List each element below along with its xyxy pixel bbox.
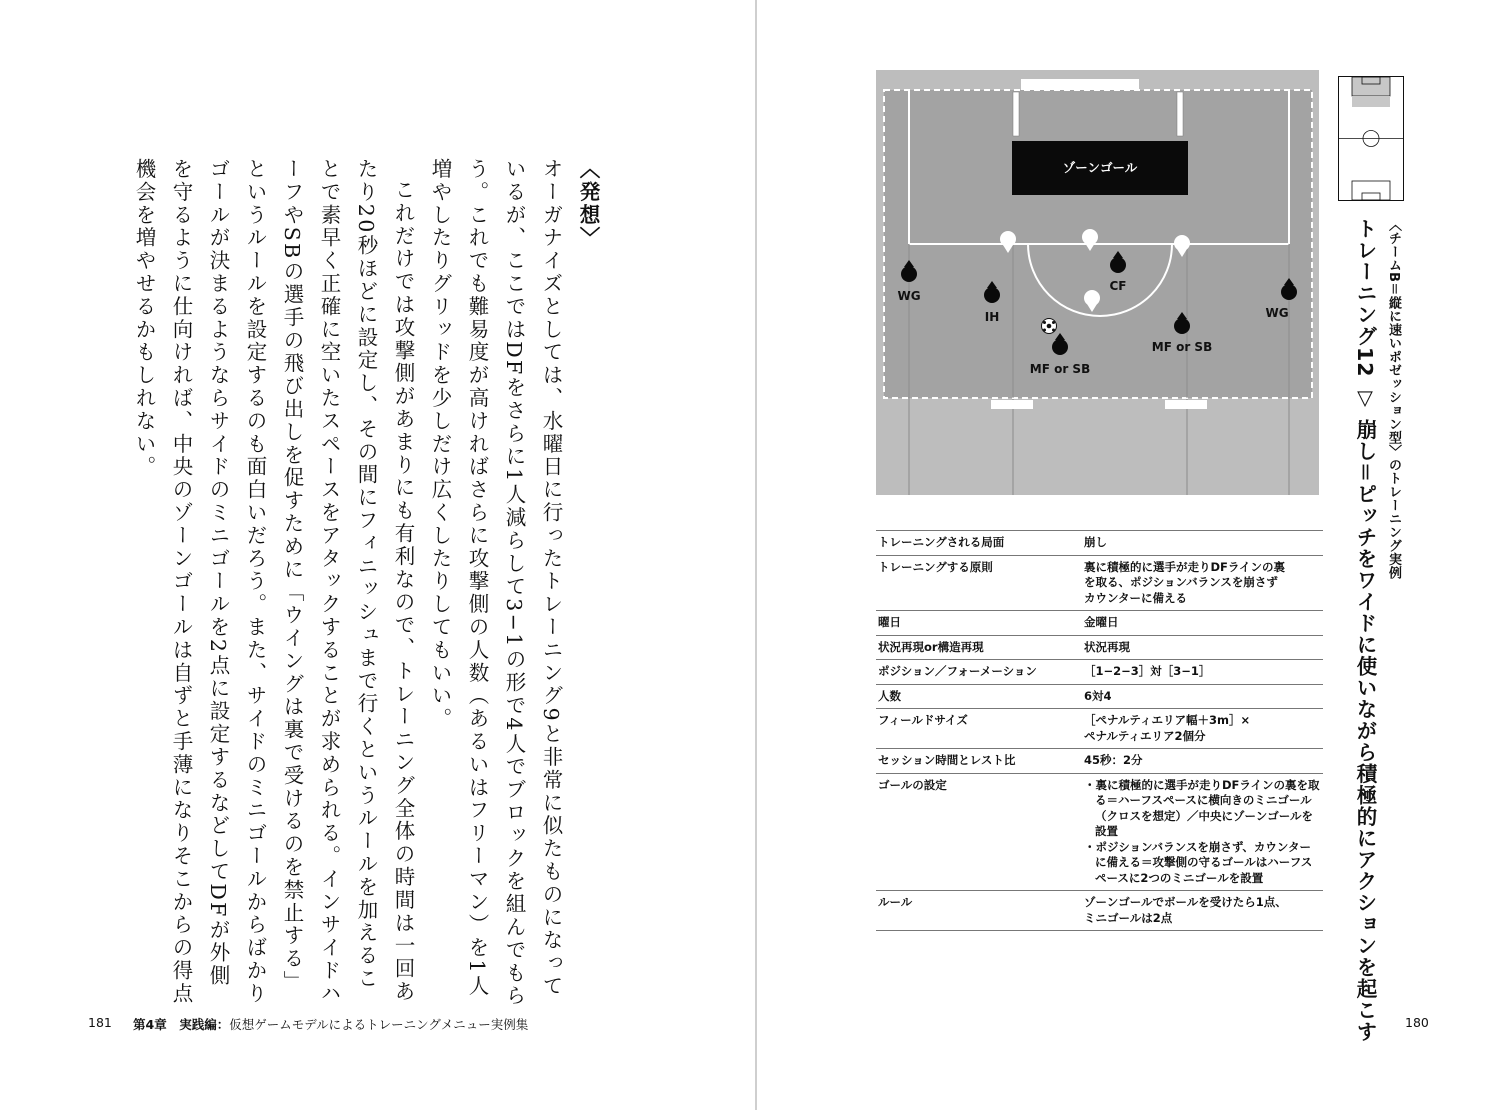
training-spec-table <box>876 530 1323 931</box>
spec-value-line: ［1−2−3］対［3−1］ <box>1084 664 1211 678</box>
spec-value <box>1076 660 1323 685</box>
spec-value-line: を取る、ポジションバランスを崩さず <box>1084 575 1278 589</box>
right-page <box>757 0 1512 1110</box>
mini-goal-left <box>1013 92 1019 136</box>
spec-label: フィールドサイズ <box>876 709 1076 749</box>
chapter-label: 第4章 実践編： <box>133 1017 230 1032</box>
spec-row <box>876 773 1323 891</box>
chapter-title <box>133 1015 528 1033</box>
spec-row <box>876 555 1323 611</box>
spec-value <box>1076 611 1323 636</box>
spec-row <box>876 660 1323 685</box>
spec-value-line: ［ペナルティエリア幅＋3m］× <box>1084 713 1251 727</box>
player-label: MF or SB <box>1029 362 1091 376</box>
spec-value-line: 裏に積極的に選手が走りDFラインの裏 <box>1084 559 1286 574</box>
player-label: CF <box>1109 279 1127 293</box>
spec-row <box>876 635 1323 660</box>
spec-row <box>876 891 1323 931</box>
page-number-left: 181 <box>88 1015 112 1030</box>
zone-goal-label: ゾーンゴール <box>1062 160 1138 175</box>
spec-value <box>1076 891 1323 931</box>
paragraph-2: これだけでは攻撃側があまりにも有利なので、トレーニング全体の時間は一回あたり20秒ほどに設定し、その間にフィニッシュまで行くというルールを加えることで素早く正確に空いたスペースをアタックすることが求められる。インサイドハーフやSBの選手の飛び出しを促すために「ウイングは裏で受けるのを禁止する」というルールを設定するのも面白いだろう。また、サイドのミニゴールからばかりゴールが決まるようならサイドのミニゴールを2点に設定するなどしてDFが外側を守るように仕向ければ、中央のゾーンゴールは自ずと手薄になりそこからの得点機会を増やせるかもしれない。 <box>132 158 415 1006</box>
bottom-mini-goal-left <box>991 400 1033 409</box>
spec-value <box>1076 749 1323 774</box>
section-heading: 〈発想〉 <box>576 158 600 250</box>
spec-value-line: ゾーンゴールでボールを受けたら1点、 <box>1084 895 1287 909</box>
spec-value-line: 金曜日 <box>1084 615 1119 629</box>
spec-value <box>1076 531 1323 556</box>
spec-row <box>876 709 1323 749</box>
spec-row <box>876 684 1323 709</box>
pitch-diagram <box>876 70 1319 495</box>
spec-label: セッション時間とレスト比 <box>876 749 1076 774</box>
page-number-right: 180 <box>1405 1015 1429 1030</box>
spec-value-line: 45秒：2分 <box>1084 753 1143 767</box>
player-label: MF or SB <box>1151 340 1213 354</box>
spec-value-line: 6対4 <box>1084 688 1112 703</box>
spec-label: ゴールの設定 <box>876 773 1076 891</box>
spec-row <box>876 749 1323 774</box>
spec-label: ルール <box>876 891 1076 931</box>
player-label: WG <box>1265 306 1289 320</box>
spec-value <box>1076 684 1323 709</box>
spec-bullet: ・ポジションバランスを崩さず、カウンターに備える＝攻撃側の守るゴールはハーフスペースに2つのミニゴールを設置 <box>1084 839 1313 885</box>
spec-value-line: ミニゴールは2点 <box>1084 910 1173 925</box>
spec-label: トレーニングする原則 <box>876 555 1076 611</box>
mini-field-icon <box>1338 76 1404 201</box>
mini-goal-right <box>1177 92 1183 136</box>
spec-value-line: 状況再現 <box>1084 639 1130 654</box>
player-label: WG <box>897 289 921 303</box>
spec-value-line: ペナルティエリア2個分 <box>1084 728 1206 743</box>
spec-value-line: カウンターに備える <box>1084 590 1188 605</box>
spec-value <box>1076 555 1323 611</box>
spec-bullet: ・裏に積極的に選手が走りDFラインの裏を取る＝ハーフスペースに横向きのミニゴール（クロスを想定）／中央にゾーンゴールを設置 <box>1084 777 1320 838</box>
main-title: トレーニング12 ▽ 崩し＝ピッチをワイドに使いながら積極的にアクションを起こす <box>1353 218 1377 1043</box>
player-label: IH <box>984 310 1000 324</box>
spec-value <box>1076 709 1323 749</box>
spec-label: ポジション／フォーメーション <box>876 660 1076 685</box>
spec-value-line: 崩し <box>1084 535 1107 549</box>
spec-label: トレーニングされる局面 <box>876 531 1076 556</box>
spec-value <box>1076 635 1323 660</box>
spec-label: 曜日 <box>876 611 1076 636</box>
chapter-subtitle: 仮想ゲームモデルによるトレーニングメニュー実例集 <box>229 1017 529 1032</box>
spec-row <box>876 611 1323 636</box>
spec-label: 状況再現or構造再現 <box>876 635 1076 660</box>
paragraph-1: オーガナイズとしては、水曜日に行ったトレーニング9と非常に似たものになっているが、ここではDFをさらに1人減らして3−1の形で4人でブロックを組んでもらう。これでも難易度が高ければさらに攻撃側の人数（あるいはフリーマン）を1人増やしたりグリッドを少しだけ広くしたりしてもいい。 <box>428 158 563 1008</box>
spec-label: 人数 <box>876 684 1076 709</box>
sub-title: 〈チームB＝縦に速いポゼッション型〉のトレーニング実例 <box>1386 218 1401 580</box>
top-goal <box>1021 79 1139 90</box>
spec-value <box>1076 773 1323 891</box>
ball-icon <box>1042 319 1057 334</box>
bottom-mini-goal-right <box>1165 400 1207 409</box>
spec-row <box>876 531 1323 556</box>
body-text <box>125 158 606 1008</box>
